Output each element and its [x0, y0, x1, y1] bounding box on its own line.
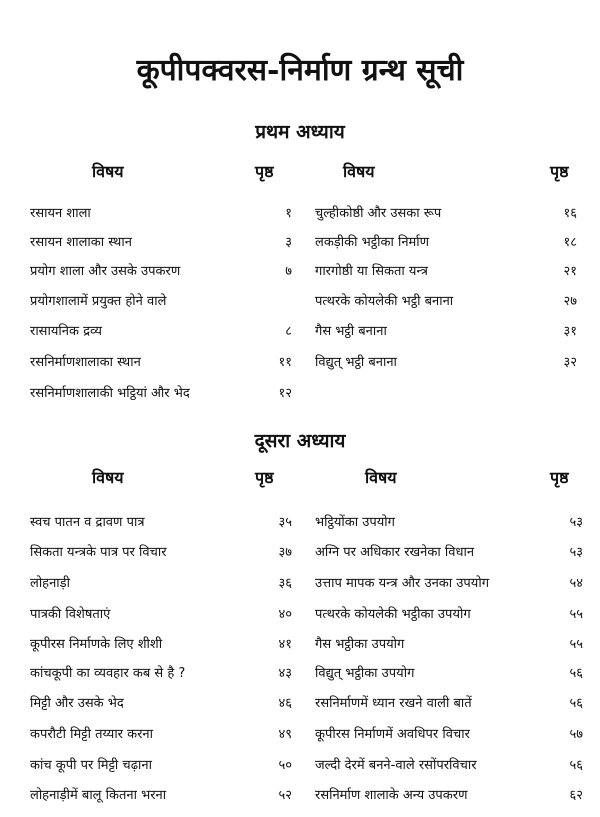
entry-title: प्रयोग शाला और उसके उपकरण [30, 264, 181, 279]
entry-page: ३१ [563, 324, 577, 339]
list-item [315, 203, 577, 221]
entry-page: ८ [285, 324, 292, 339]
list-item [315, 604, 583, 622]
entry-title: सिकता यन्त्रके पात्र पर विचार [30, 545, 167, 560]
entry-title: विद्युत् भट्ठी बनाना [315, 355, 397, 370]
entry-title: कांचकूपी का व्यवहार कब से है ? [30, 666, 186, 681]
entry-page: १२ [278, 386, 292, 401]
entry-title: अग्नि पर अधिकार रखनेका विधान [315, 545, 475, 560]
entry-title: जल्दी देरमें बनने-वाले रसोंपरविचार [315, 758, 477, 773]
entry-page: १६ [563, 206, 577, 221]
entry-title: गैस भट्ठीका उपयोग [315, 637, 405, 652]
entry-title: गैस भट्ठी बनाना [315, 324, 387, 339]
list-item [315, 512, 583, 530]
entry-page: ४९ [278, 727, 292, 742]
chapter-1-left-header [30, 160, 290, 182]
entry-title: लोहनाड़ीमें बालू कितना भरना [30, 788, 167, 803]
entry-page: ५६ [569, 666, 583, 681]
list-item [30, 383, 292, 401]
entry-title: भट्ठियोंका उपयोग [315, 515, 395, 530]
entry-page: ३६ [278, 576, 292, 591]
entry-title: पात्रकी विशेषताएं [30, 607, 111, 622]
list-item [315, 321, 577, 339]
entry-title: रसनिर्माण शालाके अन्य उपकरण [315, 788, 468, 803]
entry-title: कपरौटी मिट्टी तय्यार करना [30, 727, 154, 742]
entry-page: ३२ [563, 355, 577, 370]
list-item [315, 693, 583, 711]
list-item [30, 321, 292, 339]
entry-page: ५३ [569, 515, 583, 530]
list-item [315, 261, 577, 279]
list-item [315, 232, 577, 250]
entry-title: रसनिर्माणशालाका स्थान [30, 355, 141, 370]
chapter-1-right-header [315, 160, 585, 182]
entry-page: ५३ [569, 545, 583, 560]
entry-title: कांच कूपी पर मिट्टी चढ़ाना [30, 758, 152, 773]
list-item [30, 573, 292, 591]
entry-title: लकड़ीकी भट्ठीका निर्माण [315, 235, 430, 250]
list-item [315, 663, 583, 681]
subject-column-header: विषय [365, 468, 397, 487]
list-item [30, 261, 292, 279]
list-item [315, 755, 583, 773]
list-item [315, 542, 583, 560]
list-item [30, 693, 292, 711]
subject-column-header: विषय [343, 162, 375, 181]
page-column-header: पृष्ठ [255, 468, 274, 487]
entry-title: रसनिर्माणशालाकी भट्ठियां और भेद [30, 386, 190, 401]
chapter-1-heading: प्रथम अध्याय [255, 121, 345, 143]
entry-page: ७ [285, 264, 292, 279]
entry-page: ५५ [569, 607, 583, 622]
entry-title: कूपीरस निर्माणके लिए शीशी [30, 637, 163, 652]
entry-title: चुल्हीकोष्ठी और उसका रूप [315, 206, 442, 221]
entry-page: ३ [285, 235, 292, 250]
list-item [315, 634, 583, 652]
entry-page: ५० [278, 758, 292, 773]
subject-column-header: विषय [92, 162, 124, 181]
entry-title: स्वच पातन व द्रावण पात्र [30, 515, 145, 530]
list-item [30, 232, 292, 250]
entry-page: ५७ [569, 727, 583, 742]
list-item [315, 724, 583, 742]
page-column-header: पृष्ठ [550, 162, 569, 181]
entry-page: १८ [563, 235, 577, 250]
chapter-2-left-header [30, 466, 292, 488]
page-column-header: पृष्ठ [255, 162, 274, 181]
entry-title: कूपीरस निर्माणमें अवधिपर विचार [315, 727, 470, 742]
entry-page: ११ [278, 355, 292, 370]
list-item [30, 634, 292, 652]
entry-page: ५२ [278, 788, 292, 803]
entry-page: २७ [563, 294, 577, 309]
entry-page: ५४ [569, 576, 583, 591]
entry-title: मिट्टी और उसके भेद [30, 696, 124, 711]
entry-title: रसायन शाला [30, 206, 91, 221]
entry-title: प्रयोगशालामें प्रयुक्त होने वाले [30, 294, 167, 309]
chapter-2-right-header [315, 466, 585, 488]
list-item [315, 352, 577, 370]
entry-title: पत्थरके कोयलेकी भट्ठी बनाना [315, 294, 454, 309]
entry-title: गारगोष्ठी या सिकता यन्त्र [315, 264, 428, 279]
entry-page: ४६ [278, 696, 292, 711]
chapter-2-heading: दूसरा अध्याय [254, 430, 346, 452]
list-item [30, 724, 292, 742]
subject-column-header: विषय [92, 468, 124, 487]
entry-page: ३५ [278, 515, 292, 530]
entry-page: २१ [563, 264, 577, 279]
entry-page: ५५ [569, 637, 583, 652]
list-item [315, 785, 583, 803]
list-item [30, 604, 292, 622]
list-item [315, 573, 583, 591]
list-item [30, 663, 292, 681]
entry-title: लोहनाड़ी [30, 576, 70, 591]
entry-page: ५६ [569, 696, 583, 711]
page-column-header: पृष्ठ [550, 468, 569, 487]
page-title: कूपीपक्वरस-निर्माण ग्रन्थ सूची [136, 53, 464, 88]
list-item [30, 352, 292, 370]
list-item [30, 785, 292, 803]
entry-title: उत्ताप मापक यन्त्र और उनका उपयोग [315, 576, 490, 591]
entry-page: १ [285, 206, 292, 221]
entry-title: रसायन शालाका स्थान [30, 235, 132, 250]
entry-page: ३७ [278, 545, 292, 560]
entry-title: पत्थरके कोयलेकी भट्ठीका उपयोग [315, 607, 471, 622]
entry-page: ५६ [569, 758, 583, 773]
list-item [30, 512, 292, 530]
entry-page: ६२ [569, 788, 583, 803]
entry-page: ४० [278, 607, 292, 622]
entry-page: ४१ [278, 637, 292, 652]
list-item [30, 203, 292, 221]
entry-title: रासायनिक द्रव्य [30, 324, 102, 339]
entry-page: ४३ [278, 666, 292, 681]
list-item [315, 291, 577, 309]
entry-title: रसनिर्माणमें ध्यान रखने वाली बातें [315, 696, 472, 711]
list-item [30, 291, 292, 309]
entry-title: विद्युत् भट्ठीका उपयोग [315, 666, 415, 681]
list-item [30, 542, 292, 560]
list-item [30, 755, 292, 773]
